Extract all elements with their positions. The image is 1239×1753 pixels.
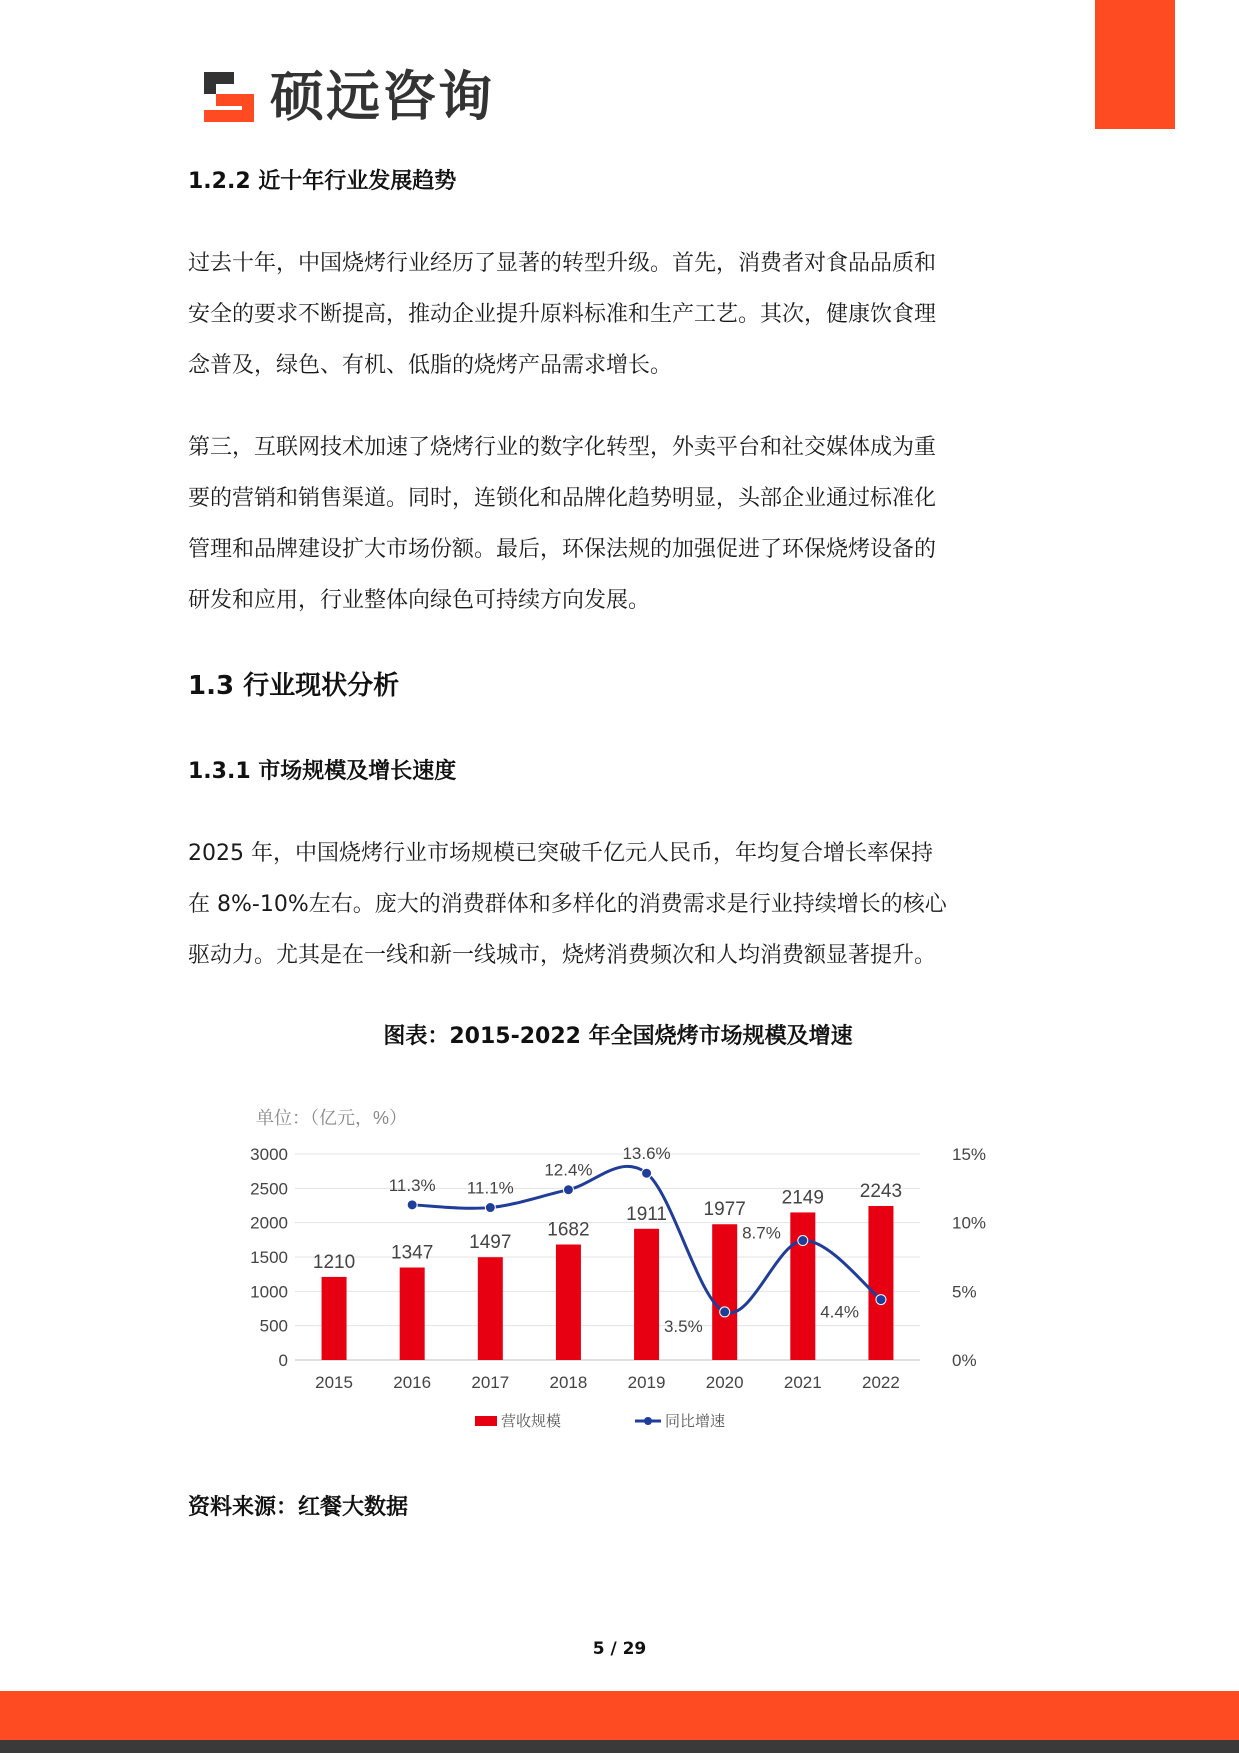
- bar-value-label: 1210: [312, 1251, 356, 1273]
- y-left-tick-label: 500: [259, 1316, 288, 1336]
- y-right-tick-label: 15%: [952, 1145, 987, 1164]
- paragraph-2: [188, 422, 1048, 626]
- growth-rate-label: 13.6%: [622, 1144, 671, 1164]
- growth-rate-label: 12.4%: [544, 1160, 593, 1180]
- footer-dark-strip: [0, 1740, 1239, 1753]
- legend-line-label: 同比增速: [665, 1413, 726, 1430]
- bar-value-label: 1911: [626, 1203, 667, 1225]
- heading-1-3-1: 1.3.1 市场规模及增长速度: [188, 759, 457, 784]
- bar-value-label: 1497: [469, 1232, 512, 1254]
- growth-rate-point: [485, 1203, 495, 1213]
- bar: [400, 1268, 425, 1360]
- heading-1-2-2: 1.2.2 近十年行业发展趋势: [188, 169, 457, 194]
- paragraph-line: 研发和应用，行业整体向绿色可持续方向发展。: [188, 588, 651, 613]
- paragraph-line: 驱动力。尤其是在一线和新一线城市，烧烤消费频次和人均消费额显著提升。: [188, 943, 937, 968]
- paragraph-line: 过去十年，中国烧烤行业经历了显著的转型升级。首先，消费者对食品品质和: [188, 251, 937, 276]
- growth-rate-point: [876, 1295, 886, 1305]
- bar: [478, 1257, 503, 1360]
- x-tick-label: 2019: [627, 1373, 666, 1392]
- y-left-tick-label: 1500: [250, 1248, 288, 1267]
- legend-bar-swatch: [475, 1416, 497, 1426]
- logo-text: 硕远咨询: [270, 65, 494, 128]
- bar-value-label: 2243: [859, 1180, 903, 1202]
- paragraph-1: [188, 238, 1048, 391]
- paragraph-line: 念普及，绿色、有机、低脂的烧烤产品需求增长。: [188, 353, 673, 378]
- y-right-tick-label: 5%: [952, 1282, 977, 1302]
- paragraph-line: 管理和品牌建设扩大市场份额。最后，环保法规的加强促进了环保烧烤设备的: [188, 537, 937, 562]
- bar: [712, 1224, 737, 1360]
- logo-mark-icon: [200, 68, 258, 126]
- paragraph-line: 2025 年，中国烧烤行业市场规模已突破千亿元人民币，年均复合增长率保持: [188, 841, 933, 866]
- paragraph-3: [188, 828, 1048, 981]
- y-left-tick-label: 0: [278, 1351, 288, 1370]
- logo: [200, 66, 494, 128]
- x-tick-label: 2017: [471, 1373, 510, 1392]
- legend-line-marker: [644, 1417, 652, 1425]
- footer-bar: [0, 1691, 1239, 1740]
- market-size-chart: [230, 1090, 1010, 1450]
- bar-value-label: 2149: [781, 1187, 824, 1209]
- growth-rate-point: [407, 1200, 417, 1210]
- bar: [868, 1206, 893, 1360]
- corner-accent-block: [1095, 0, 1175, 129]
- x-tick-label: 2018: [549, 1373, 588, 1392]
- unit-label: 单位：（亿元，%）: [256, 1108, 408, 1128]
- legend-bar-label: 营收规模: [501, 1413, 562, 1430]
- growth-rate-point: [798, 1236, 808, 1246]
- growth-rate-point: [563, 1185, 573, 1195]
- heading-1-3: 1.3 行业现状分析: [188, 671, 400, 701]
- page-number: 5 / 29: [592, 1639, 647, 1659]
- source-note: 资料来源：红餐大数据: [188, 1495, 409, 1520]
- bar: [556, 1245, 581, 1360]
- bar-value-label: 1682: [547, 1219, 590, 1241]
- y-left-tick-label: 3000: [250, 1145, 288, 1164]
- x-tick-label: 2020: [705, 1373, 744, 1392]
- x-tick-label: 2015: [315, 1373, 353, 1392]
- paragraph-line: 要的营销和销售渠道。同时，连锁化和品牌化趋势明显，头部企业通过标准化: [188, 486, 937, 511]
- x-tick-label: 2016: [393, 1373, 432, 1392]
- y-right-tick-label: 0%: [952, 1351, 977, 1370]
- chart-title: 图表：2015-2022 年全国烧烤市场规模及增速: [383, 1024, 853, 1049]
- growth-rate-point: [642, 1168, 652, 1178]
- paragraph-line: 第三，互联网技术加速了烧烤行业的数字化转型，外卖平台和社交媒体成为重: [188, 435, 937, 460]
- growth-rate-label: 11.1%: [466, 1178, 514, 1198]
- growth-rate-point: [720, 1307, 730, 1317]
- y-left-tick-label: 2000: [250, 1213, 288, 1233]
- paragraph-line: 在 8%-10%左右。庞大的消费群体和多样化的消费需求是行业持续增长的核心: [188, 892, 947, 917]
- growth-rate-label: 3.5%: [663, 1316, 703, 1336]
- x-tick-label: 2022: [862, 1373, 900, 1392]
- bar: [322, 1277, 347, 1360]
- y-right-tick-label: 10%: [952, 1213, 987, 1233]
- bar: [790, 1212, 815, 1360]
- y-left-tick-label: 1000: [250, 1282, 288, 1302]
- growth-rate-label: 4.4%: [820, 1302, 859, 1322]
- growth-rate-label: 8.7%: [742, 1223, 781, 1243]
- y-left-tick-label: 2500: [250, 1179, 288, 1199]
- bar: [634, 1229, 659, 1360]
- x-tick-label: 2021: [783, 1373, 822, 1392]
- bar-value-label: 1347: [391, 1242, 434, 1264]
- paragraph-line: 安全的要求不断提高，推动企业提升原料标准和生产工艺。其次，健康饮食理: [188, 302, 937, 327]
- growth-rate-label: 11.3%: [388, 1175, 436, 1195]
- bar-value-label: 1977: [703, 1199, 746, 1221]
